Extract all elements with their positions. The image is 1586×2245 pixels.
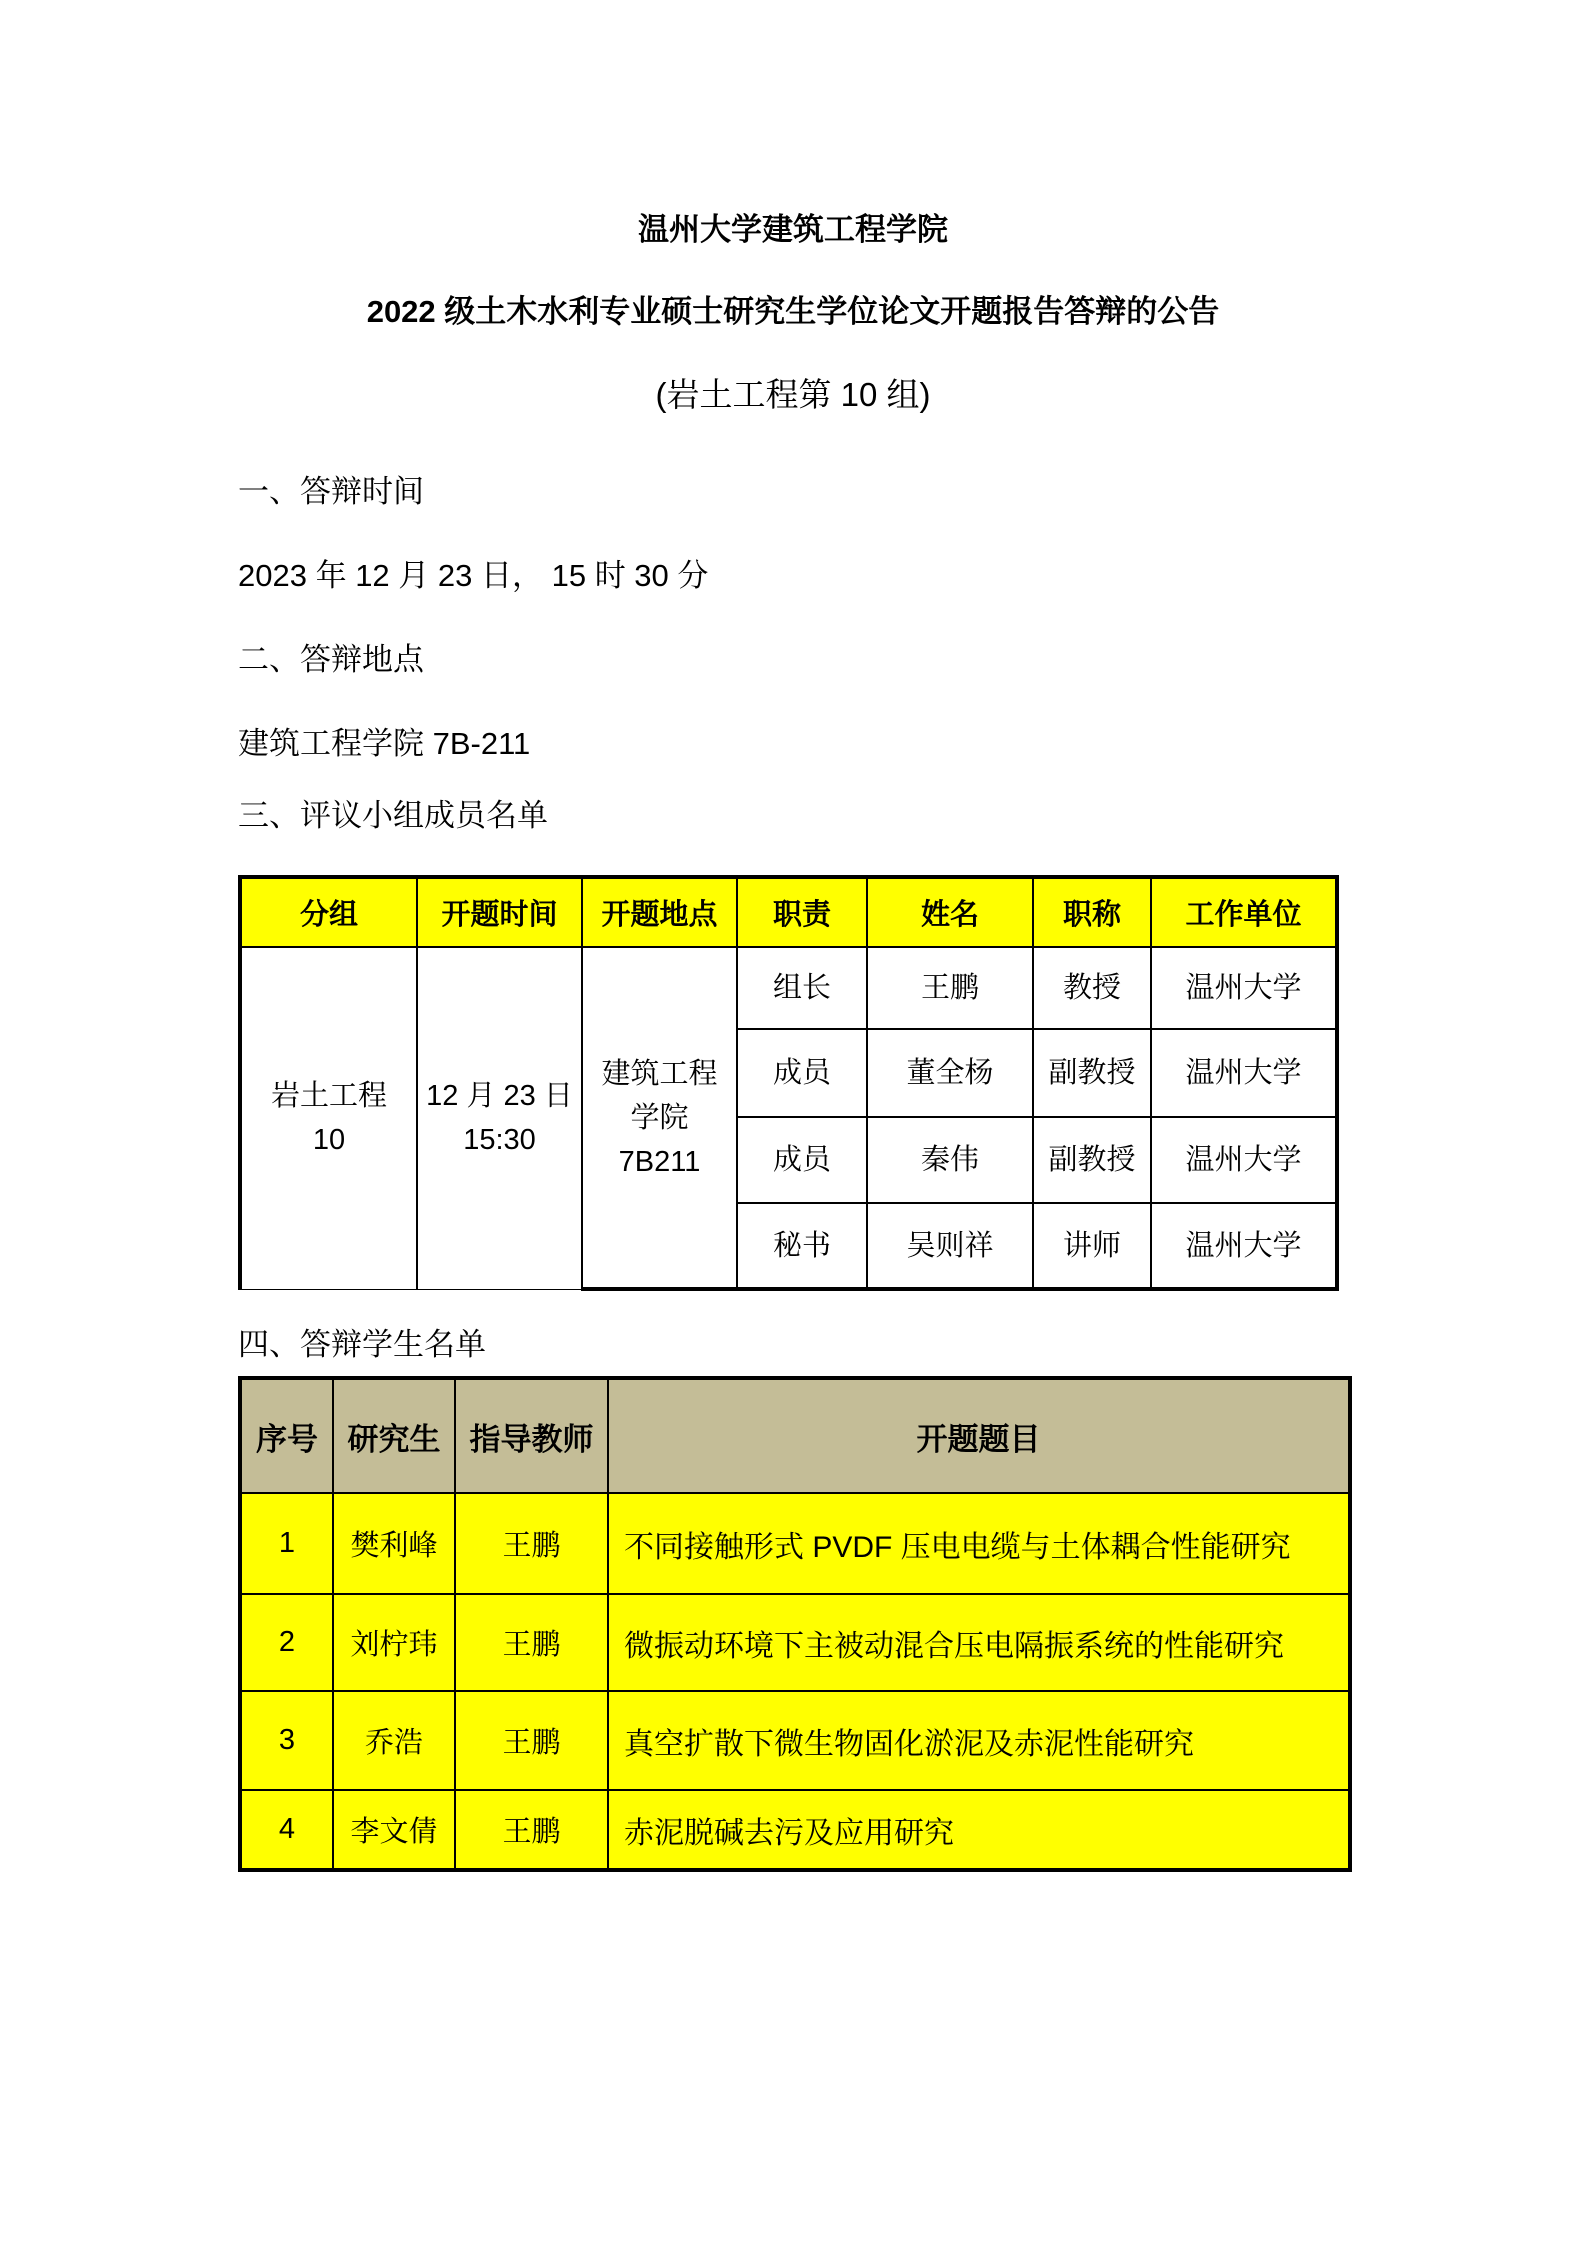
member-name: 秦伟	[867, 1117, 1033, 1203]
student-name: 乔浩	[333, 1691, 455, 1790]
committee-time-cell	[417, 947, 582, 1289]
location-line-1: 建筑工程	[601, 1057, 718, 1090]
student-name: 刘柠玮	[333, 1594, 455, 1691]
students-header-row	[240, 1378, 1350, 1493]
committee-table	[238, 875, 1339, 1291]
committee-row	[240, 947, 1337, 1029]
defense-time-text: 2023 年 12 月 23 日， 15 时 30 分	[238, 558, 709, 593]
topic-title: 微振动环境下主被动混合压电隔振系统的性能研究	[608, 1594, 1350, 1691]
student-name: 李文倩	[333, 1790, 455, 1870]
member-role: 组长	[737, 947, 867, 1029]
student-no: 4	[240, 1790, 333, 1870]
committee-header-name: 姓名	[867, 877, 1033, 947]
member-affiliation: 温州大学	[1151, 1203, 1337, 1289]
defense-location-text: 建筑工程学院 7B-211	[238, 726, 531, 761]
document-subtitle: 2022 级土木水利专业硕士研究生学位论文开题报告答辩的公告	[366, 294, 1220, 329]
location-line-3: 7B211	[618, 1145, 701, 1178]
member-name: 董全杨	[867, 1029, 1033, 1117]
member-role: 成员	[737, 1029, 867, 1117]
topic-title: 不同接触形式 PVDF 压电电缆与土体耦合性能研究	[608, 1493, 1350, 1594]
member-title: 副教授	[1033, 1117, 1151, 1203]
topic-title: 赤泥脱碱去污及应用研究	[608, 1790, 1350, 1870]
group-number-line: 10	[312, 1124, 346, 1157]
time-date-line: 12 月 23 日	[426, 1080, 573, 1113]
advisor-name: 王鹏	[455, 1493, 608, 1594]
committee-header-time: 开题时间	[417, 877, 582, 947]
committee-header-location: 开题地点	[582, 877, 737, 947]
member-title: 讲师	[1033, 1203, 1151, 1289]
student-no: 3	[240, 1691, 333, 1790]
student-no: 2	[240, 1594, 333, 1691]
member-role: 秘书	[737, 1203, 867, 1289]
advisor-name: 王鹏	[455, 1790, 608, 1870]
students-header-topic: 开题题目	[608, 1378, 1350, 1493]
student-row	[240, 1790, 1350, 1870]
member-affiliation: 温州大学	[1151, 1117, 1337, 1203]
student-row	[240, 1594, 1350, 1691]
advisor-name: 王鹏	[455, 1691, 608, 1790]
member-title: 教授	[1033, 947, 1151, 1029]
students-header-student: 研究生	[333, 1378, 455, 1493]
advisor-name: 王鹏	[455, 1594, 608, 1691]
section4-heading: 四、答辩学生名单	[238, 1327, 486, 1362]
group-name-line: 岩土工程	[270, 1080, 387, 1113]
students-table	[238, 1376, 1352, 1872]
topic-title: 真空扩散下微生物固化淤泥及赤泥性能研究	[608, 1691, 1350, 1790]
students-header-no: 序号	[240, 1378, 333, 1493]
member-name: 吴则祥	[867, 1203, 1033, 1289]
section1-heading: 一、答辩时间	[238, 474, 424, 509]
committee-header-group: 分组	[240, 877, 417, 947]
committee-header-row	[240, 877, 1337, 947]
committee-header-affiliation: 工作单位	[1151, 877, 1337, 947]
location-line-2: 学院	[630, 1101, 689, 1134]
time-clock-line: 15:30	[463, 1124, 536, 1157]
document-title: 温州大学建筑工程学院	[638, 212, 948, 247]
document-group-label: (岩土工程第 10 组)	[655, 376, 931, 413]
member-title: 副教授	[1033, 1029, 1151, 1117]
member-name: 王鹏	[867, 947, 1033, 1029]
student-row	[240, 1691, 1350, 1790]
committee-location-cell	[582, 947, 737, 1289]
section3-heading: 三、评议小组成员名单	[238, 798, 548, 833]
member-affiliation: 温州大学	[1151, 947, 1337, 1029]
committee-header-role: 职责	[737, 877, 867, 947]
student-no: 1	[240, 1493, 333, 1594]
committee-header-title: 职称	[1033, 877, 1151, 947]
committee-group-cell	[240, 947, 417, 1289]
member-affiliation: 温州大学	[1151, 1029, 1337, 1117]
student-row	[240, 1493, 1350, 1594]
students-header-advisor: 指导教师	[455, 1378, 608, 1493]
student-name: 樊利峰	[333, 1493, 455, 1594]
section2-heading: 二、答辩地点	[238, 642, 424, 677]
member-role: 成员	[737, 1117, 867, 1203]
